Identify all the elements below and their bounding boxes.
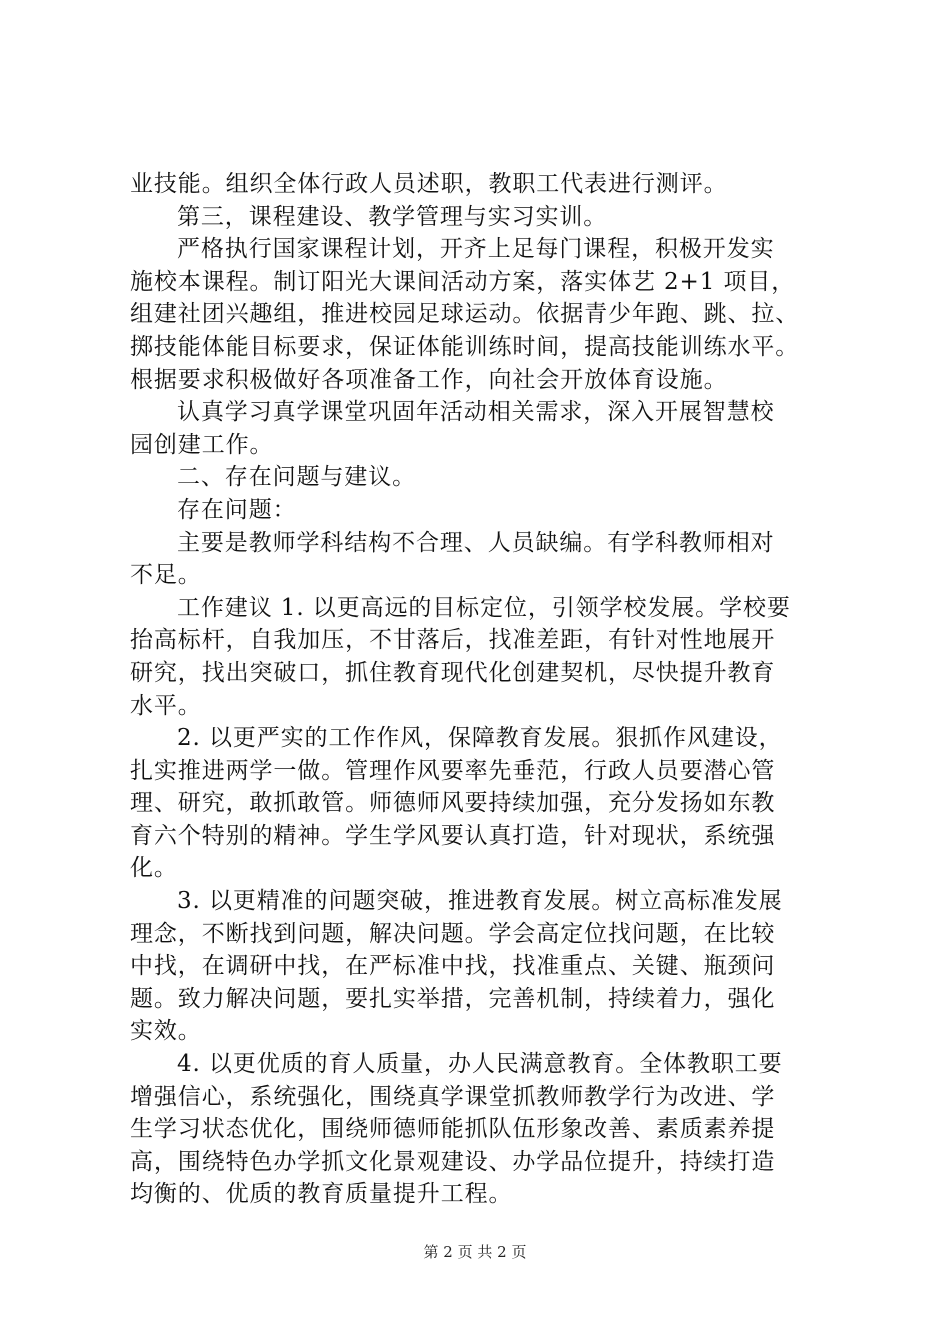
text-line: 工作建议 1. 以更高远的目标定位，引领学校发展。学校要	[177, 594, 791, 621]
text-line: 高，围绕特色办学抓文化景观建设、办学品位提升，持续打造	[130, 1148, 776, 1175]
text-line: 化。	[130, 855, 178, 882]
text-line: 理念，不断找到问题，解决问题。学会高定位找问题，在比较	[130, 920, 776, 947]
text-line: 扎实推进两学一做。管理作风要率先垂范，行政人员要潜心管	[130, 757, 776, 784]
text-line: 4. 以更优质的育人质量，办人民满意教育。全体教职工要	[177, 1051, 783, 1078]
text-line: 二、存在问题与建议。	[177, 464, 416, 491]
text-line: 均衡的、优质的教育质量提升工程。	[130, 1181, 513, 1208]
page-footer: 第 2 页 共 2 页	[423, 1243, 527, 1261]
text-line: 严格执行国家课程计划，开齐上足每门课程，积极开发实	[177, 236, 775, 263]
text-line: 不足。	[130, 562, 202, 589]
text-line: 水平。	[130, 692, 202, 719]
text-line: 中找，在调研中找，在严标准中找，找准重点、关键、瓶颈问	[130, 953, 776, 980]
text-line: 施校本课程。制订阳光大课间活动方案，落实体艺 2+1 项目，	[130, 268, 796, 295]
text-line: 组建社团兴趣组，推进校园足球运动。依据青少年跑、跳、拉、	[130, 301, 800, 328]
text-line: 理、研究，敢抓敢管。师德师风要持续加强，充分发扬如东教	[130, 790, 776, 817]
text-line: 研究，找出突破口，抓住教育现代化创建契机，尽快提升教育	[130, 659, 776, 686]
document-body	[130, 168, 830, 1211]
text-line: 育六个特别的精神。学生学风要认真打造，针对现状，系统强	[130, 822, 776, 849]
text-line: 园创建工作。	[130, 431, 274, 458]
text-line: 掷技能体能目标要求，保证体能训练时间，提高技能训练水平。	[130, 333, 800, 360]
text-line: 存在问题：	[177, 496, 297, 523]
text-line: 增强信心，系统强化，围绕真学课堂抓教师教学行为改进、学	[130, 1083, 776, 1110]
text-line: 根据要求积极做好各项准备工作，向社会开放体育设施。	[130, 366, 728, 393]
text-line: 2. 以更严实的工作作风，保障教育发展。狠抓作风建设，	[177, 725, 783, 752]
text-line: 抬高标杆，自我加压，不甘落后，找准差距，有针对性地展开	[130, 627, 776, 654]
text-line: 认真学习真学课堂巩固年活动相关需求，深入开展智慧校	[177, 399, 775, 426]
text-line: 题。致力解决问题，要扎实举措，完善机制，持续着力，强化	[130, 985, 776, 1012]
text-line: 主要是教师学科结构不合理、人员缺编。有学科教师相对	[177, 529, 775, 556]
text-line: 3. 以更精准的问题突破，推进教育发展。树立高标准发展	[177, 888, 783, 915]
text-line: 业技能。组织全体行政人员述职，教职工代表进行测评。	[130, 171, 728, 197]
text-line: 第三，课程建设、教学管理与实习实训。	[177, 203, 608, 230]
text-line: 生学习状态优化，围绕师德师能抓队伍形象改善、素质素养提	[130, 1116, 776, 1143]
text-line: 实效。	[130, 1018, 202, 1045]
